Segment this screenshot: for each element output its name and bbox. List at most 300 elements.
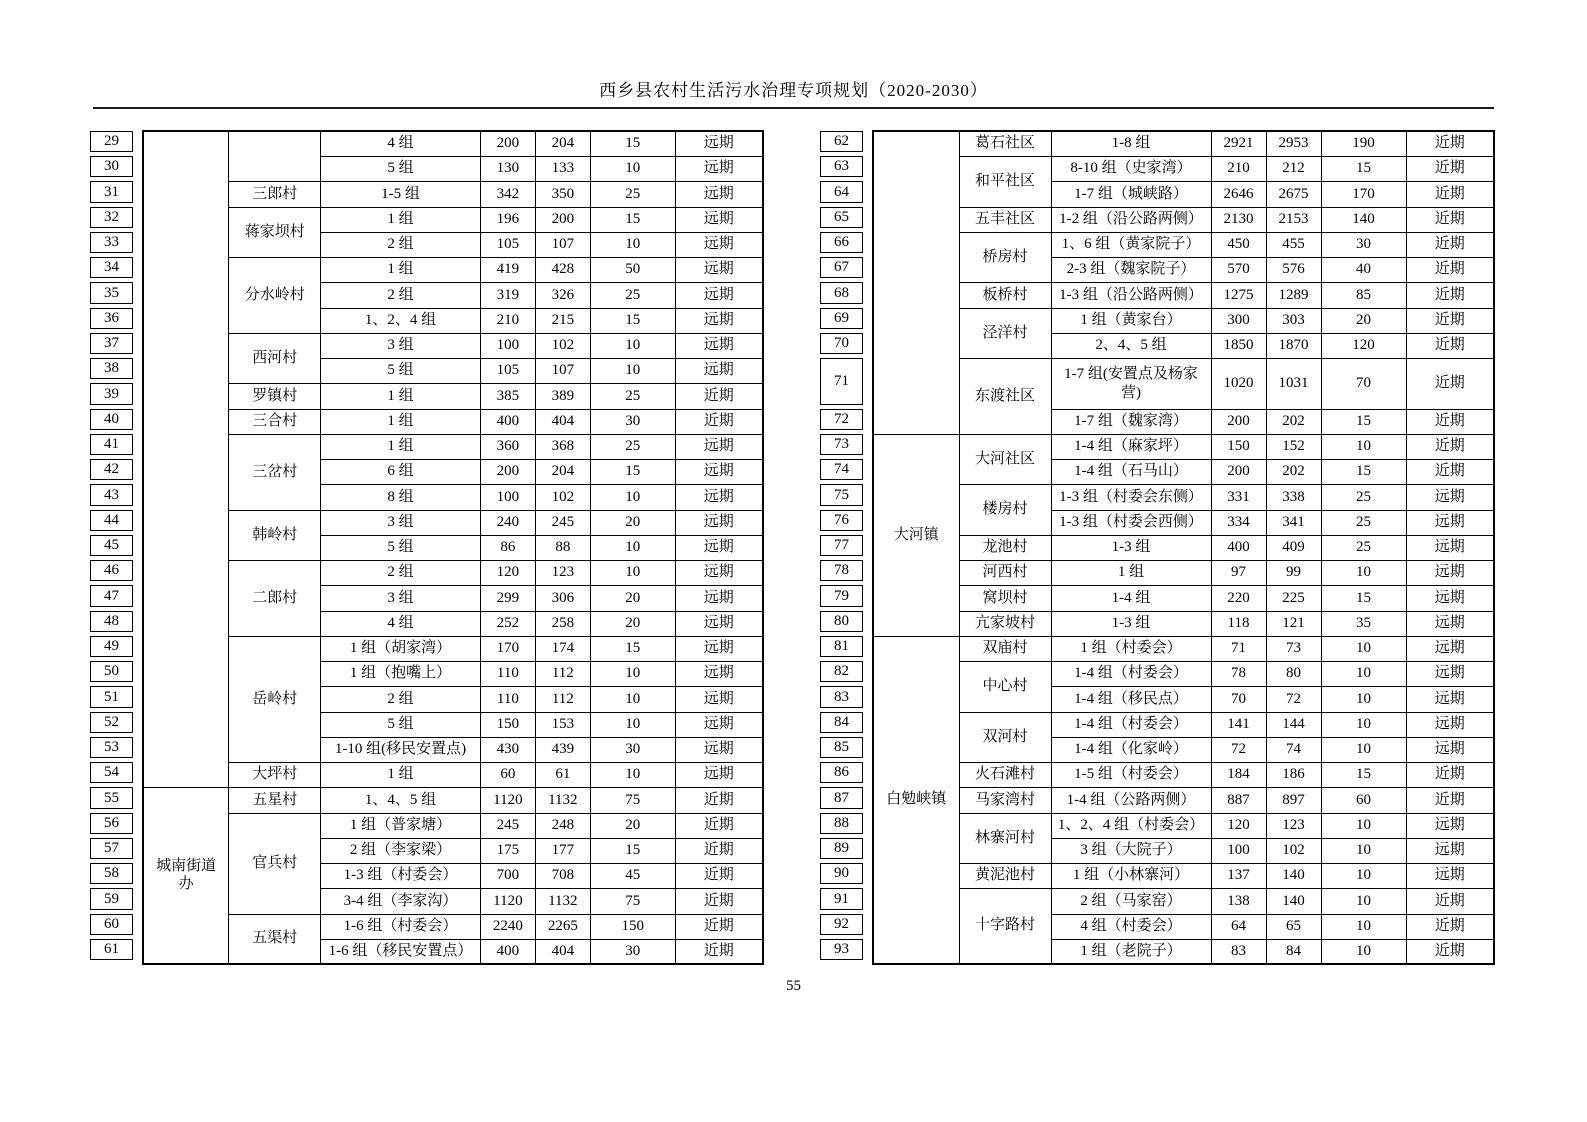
planned-population-cell: 186 bbox=[1266, 762, 1321, 787]
table-row bbox=[873, 282, 1494, 308]
population-cell: 71 bbox=[1211, 636, 1266, 661]
planned-population-cell: 350 bbox=[535, 181, 590, 207]
row-number: 82 bbox=[820, 661, 863, 682]
village-cell: 三岔村 bbox=[229, 434, 321, 510]
period-cell: 远期 bbox=[1406, 636, 1494, 661]
period-cell: 远期 bbox=[675, 131, 763, 156]
village-cell: 五丰社区 bbox=[959, 207, 1051, 232]
period-cell: 远期 bbox=[675, 232, 763, 257]
group-cell: 1-5 组 bbox=[321, 181, 481, 207]
group-cell: 1-4 组（化家岭） bbox=[1051, 737, 1211, 762]
village-cell: 三郎村 bbox=[229, 181, 321, 207]
population-cell: 570 bbox=[1211, 257, 1266, 282]
table-row bbox=[143, 257, 763, 282]
scale-cell: 10 bbox=[1321, 737, 1406, 762]
period-cell: 近期 bbox=[1406, 308, 1494, 333]
table-row bbox=[143, 914, 763, 939]
period-cell: 远期 bbox=[1406, 510, 1494, 535]
village-cell: 二郎村 bbox=[229, 560, 321, 636]
planned-population-cell: 248 bbox=[535, 813, 590, 838]
period-cell: 近期 bbox=[675, 409, 763, 434]
planned-population-cell: 245 bbox=[535, 510, 590, 535]
table-row bbox=[873, 484, 1494, 510]
population-cell: 300 bbox=[1211, 308, 1266, 333]
planned-population-cell: 404 bbox=[535, 409, 590, 434]
row-number: 53 bbox=[90, 737, 133, 758]
village-cell: 十字路村 bbox=[959, 888, 1051, 964]
population-cell: 450 bbox=[1211, 232, 1266, 257]
table-row bbox=[143, 636, 763, 661]
period-cell: 近期 bbox=[1406, 459, 1494, 484]
scale-cell: 10 bbox=[1321, 661, 1406, 686]
period-cell: 远期 bbox=[1406, 686, 1494, 712]
village-cell: 中心村 bbox=[959, 661, 1051, 712]
period-cell: 近期 bbox=[1406, 434, 1494, 459]
population-cell: 319 bbox=[480, 282, 535, 308]
population-cell: 430 bbox=[480, 737, 535, 762]
village-cell: 五渠村 bbox=[229, 914, 321, 964]
group-cell: 1 组 bbox=[321, 762, 481, 787]
scale-cell: 10 bbox=[590, 712, 675, 737]
population-cell: 100 bbox=[1211, 838, 1266, 863]
population-cell: 887 bbox=[1211, 787, 1266, 813]
population-cell: 60 bbox=[480, 762, 535, 787]
row-number: 56 bbox=[90, 813, 133, 834]
planned-population-cell: 326 bbox=[535, 282, 590, 308]
population-cell: 419 bbox=[480, 257, 535, 282]
scale-cell: 25 bbox=[590, 282, 675, 308]
row-number: 29 bbox=[90, 131, 133, 152]
scale-cell: 10 bbox=[590, 661, 675, 686]
scale-cell: 40 bbox=[1321, 257, 1406, 282]
period-cell: 远期 bbox=[675, 308, 763, 333]
scale-cell: 10 bbox=[590, 686, 675, 712]
row-number: 54 bbox=[90, 762, 133, 783]
row-number: 37 bbox=[90, 333, 133, 354]
group-cell: 1-7 组（城峡路） bbox=[1051, 181, 1211, 207]
group-cell: 1-7 组（魏家湾） bbox=[1051, 409, 1211, 434]
scale-cell: 15 bbox=[590, 131, 675, 156]
scale-cell: 10 bbox=[1321, 686, 1406, 712]
population-cell: 100 bbox=[480, 333, 535, 358]
scale-cell: 30 bbox=[590, 737, 675, 762]
row-number: 42 bbox=[90, 459, 133, 480]
group-cell: 1 组（村委会） bbox=[1051, 636, 1211, 661]
planned-population-cell: 2265 bbox=[535, 914, 590, 939]
period-cell: 远期 bbox=[1406, 535, 1494, 560]
period-cell: 远期 bbox=[675, 585, 763, 611]
table-row bbox=[873, 131, 1494, 156]
row-number: 41 bbox=[90, 434, 133, 455]
population-cell: 1120 bbox=[480, 787, 535, 813]
row-number: 80 bbox=[820, 611, 863, 632]
row-number: 58 bbox=[90, 863, 133, 884]
scale-cell: 10 bbox=[1321, 636, 1406, 661]
population-cell: 252 bbox=[480, 611, 535, 636]
row-number: 67 bbox=[820, 257, 863, 278]
period-cell: 近期 bbox=[1406, 787, 1494, 813]
village-cell: 韩岭村 bbox=[229, 510, 321, 560]
population-cell: 105 bbox=[480, 358, 535, 383]
scale-cell: 75 bbox=[590, 888, 675, 914]
planned-population-cell: 202 bbox=[1266, 459, 1321, 484]
period-cell: 近期 bbox=[675, 939, 763, 964]
scale-cell: 25 bbox=[590, 181, 675, 207]
planned-population-cell: 576 bbox=[1266, 257, 1321, 282]
scale-cell: 45 bbox=[590, 863, 675, 888]
group-cell: 1-7 组(安置点及杨家营) bbox=[1051, 358, 1211, 409]
scale-cell: 25 bbox=[1321, 484, 1406, 510]
population-cell: 240 bbox=[480, 510, 535, 535]
period-cell: 远期 bbox=[675, 207, 763, 232]
table-row bbox=[143, 510, 763, 535]
period-cell: 近期 bbox=[675, 888, 763, 914]
table-row bbox=[873, 560, 1494, 585]
row-number: 61 bbox=[90, 939, 133, 960]
group-cell: 1-3 组（沿公路两侧） bbox=[1051, 282, 1211, 308]
group-cell: 1 组 bbox=[1051, 560, 1211, 585]
row-number: 93 bbox=[820, 939, 863, 960]
population-cell: 118 bbox=[1211, 611, 1266, 636]
scale-cell: 10 bbox=[590, 560, 675, 585]
period-cell: 远期 bbox=[675, 181, 763, 207]
scale-cell: 15 bbox=[590, 207, 675, 232]
village-cell: 和平社区 bbox=[959, 156, 1051, 207]
village-cell: 东渡社区 bbox=[959, 358, 1051, 434]
scale-cell: 30 bbox=[1321, 232, 1406, 257]
village-cell bbox=[229, 131, 321, 181]
group-cell: 1-10 组(移民安置点) bbox=[321, 737, 481, 762]
planned-population-cell: 338 bbox=[1266, 484, 1321, 510]
village-cell: 河西村 bbox=[959, 560, 1051, 585]
period-cell: 远期 bbox=[675, 358, 763, 383]
population-cell: 2646 bbox=[1211, 181, 1266, 207]
left-data-table bbox=[142, 130, 764, 965]
table-row bbox=[873, 787, 1494, 813]
row-number: 52 bbox=[90, 712, 133, 733]
population-cell: 342 bbox=[480, 181, 535, 207]
period-cell: 远期 bbox=[1406, 585, 1494, 611]
row-number: 92 bbox=[820, 914, 863, 935]
table-row bbox=[873, 434, 1494, 459]
village-cell: 亢家坡村 bbox=[959, 611, 1051, 636]
population-cell: 200 bbox=[480, 131, 535, 156]
row-number: 85 bbox=[820, 737, 863, 758]
planned-population-cell: 1132 bbox=[535, 787, 590, 813]
row-number: 46 bbox=[90, 560, 133, 581]
planned-population-cell: 225 bbox=[1266, 585, 1321, 611]
planned-population-cell: 107 bbox=[535, 358, 590, 383]
scale-cell: 10 bbox=[590, 358, 675, 383]
scale-cell: 10 bbox=[590, 484, 675, 510]
row-number: 86 bbox=[820, 762, 863, 783]
row-number: 73 bbox=[820, 434, 863, 455]
group-cell: 1 组 bbox=[321, 434, 481, 459]
group-cell: 6 组 bbox=[321, 459, 481, 484]
table-row bbox=[873, 308, 1494, 333]
scale-cell: 75 bbox=[590, 787, 675, 813]
population-cell: 184 bbox=[1211, 762, 1266, 787]
planned-population-cell: 102 bbox=[535, 333, 590, 358]
period-cell: 远期 bbox=[675, 535, 763, 560]
scale-cell: 20 bbox=[590, 585, 675, 611]
period-cell: 近期 bbox=[1406, 207, 1494, 232]
period-cell: 远期 bbox=[1406, 863, 1494, 888]
population-cell: 64 bbox=[1211, 914, 1266, 939]
table-row bbox=[143, 409, 763, 434]
period-cell: 远期 bbox=[675, 611, 763, 636]
row-number: 72 bbox=[820, 409, 863, 430]
group-cell: 1-4 组 bbox=[1051, 585, 1211, 611]
period-cell: 远期 bbox=[675, 459, 763, 484]
village-cell: 泾洋村 bbox=[959, 308, 1051, 358]
scale-cell: 15 bbox=[1321, 156, 1406, 181]
village-cell: 岳岭村 bbox=[229, 636, 321, 762]
period-cell: 近期 bbox=[1406, 257, 1494, 282]
period-cell: 远期 bbox=[1406, 737, 1494, 762]
population-cell: 700 bbox=[480, 863, 535, 888]
population-cell: 150 bbox=[1211, 434, 1266, 459]
group-cell: 5 组 bbox=[321, 535, 481, 560]
scale-cell: 10 bbox=[1321, 939, 1406, 964]
planned-population-cell: 2953 bbox=[1266, 131, 1321, 156]
right-data-table bbox=[872, 130, 1495, 965]
planned-population-cell: 80 bbox=[1266, 661, 1321, 686]
row-number: 75 bbox=[820, 484, 863, 506]
scale-cell: 140 bbox=[1321, 207, 1406, 232]
period-cell: 远期 bbox=[1406, 560, 1494, 585]
row-number: 40 bbox=[90, 409, 133, 430]
group-cell: 1-3 组（村委会东侧） bbox=[1051, 484, 1211, 510]
row-number: 47 bbox=[90, 585, 133, 607]
period-cell: 远期 bbox=[675, 636, 763, 661]
row-number: 49 bbox=[90, 636, 133, 657]
planned-population-cell: 74 bbox=[1266, 737, 1321, 762]
table-row bbox=[143, 333, 763, 358]
population-cell: 334 bbox=[1211, 510, 1266, 535]
period-cell: 近期 bbox=[1406, 914, 1494, 939]
row-number: 57 bbox=[90, 838, 133, 859]
table-row bbox=[873, 232, 1494, 257]
population-cell: 400 bbox=[480, 939, 535, 964]
table-row bbox=[873, 585, 1494, 611]
group-cell: 1-4 组（移民点） bbox=[1051, 686, 1211, 712]
row-number: 60 bbox=[90, 914, 133, 935]
population-cell: 210 bbox=[480, 308, 535, 333]
table-row bbox=[143, 181, 763, 207]
scale-cell: 10 bbox=[590, 232, 675, 257]
scale-cell: 10 bbox=[1321, 863, 1406, 888]
scale-cell: 10 bbox=[1321, 888, 1406, 914]
row-number: 71 bbox=[820, 358, 863, 405]
population-cell: 200 bbox=[480, 459, 535, 484]
table-row bbox=[873, 636, 1494, 661]
group-cell: 1 组（胡家湾） bbox=[321, 636, 481, 661]
scale-cell: 70 bbox=[1321, 358, 1406, 409]
group-cell: 1 组 bbox=[321, 383, 481, 409]
population-cell: 1020 bbox=[1211, 358, 1266, 409]
row-number: 59 bbox=[90, 888, 133, 910]
scale-cell: 10 bbox=[590, 535, 675, 560]
planned-population-cell: 708 bbox=[535, 863, 590, 888]
row-number: 69 bbox=[820, 308, 863, 329]
period-cell: 近期 bbox=[1406, 358, 1494, 409]
table-row bbox=[873, 888, 1494, 914]
group-cell: 2、4、5 组 bbox=[1051, 333, 1211, 358]
group-cell: 2 组（马家窑） bbox=[1051, 888, 1211, 914]
period-cell: 近期 bbox=[675, 813, 763, 838]
row-number: 48 bbox=[90, 611, 133, 632]
group-cell: 1-4 组（公路两侧） bbox=[1051, 787, 1211, 813]
scale-cell: 30 bbox=[590, 409, 675, 434]
scale-cell: 15 bbox=[590, 308, 675, 333]
row-number: 87 bbox=[820, 787, 863, 809]
period-cell: 远期 bbox=[675, 712, 763, 737]
table-row bbox=[873, 535, 1494, 560]
population-cell: 137 bbox=[1211, 863, 1266, 888]
population-cell: 86 bbox=[480, 535, 535, 560]
population-cell: 200 bbox=[1211, 409, 1266, 434]
group-cell: 1-5 组（村委会） bbox=[1051, 762, 1211, 787]
period-cell: 远期 bbox=[1406, 611, 1494, 636]
village-cell: 楼房村 bbox=[959, 484, 1051, 535]
scale-cell: 50 bbox=[590, 257, 675, 282]
table-row bbox=[143, 560, 763, 585]
population-cell: 175 bbox=[480, 838, 535, 863]
period-cell: 远期 bbox=[675, 737, 763, 762]
planned-population-cell: 306 bbox=[535, 585, 590, 611]
population-cell: 1275 bbox=[1211, 282, 1266, 308]
planned-population-cell: 212 bbox=[1266, 156, 1321, 181]
row-number: 43 bbox=[90, 484, 133, 506]
population-cell: 170 bbox=[480, 636, 535, 661]
scale-cell: 10 bbox=[590, 762, 675, 787]
population-cell: 100 bbox=[480, 484, 535, 510]
scale-cell: 25 bbox=[590, 434, 675, 459]
village-cell: 双河村 bbox=[959, 712, 1051, 762]
row-number: 76 bbox=[820, 510, 863, 531]
scale-cell: 10 bbox=[1321, 434, 1406, 459]
planned-population-cell: 204 bbox=[535, 459, 590, 484]
period-cell: 近期 bbox=[675, 383, 763, 409]
scale-cell: 20 bbox=[590, 813, 675, 838]
period-cell: 远期 bbox=[675, 762, 763, 787]
planned-population-cell: 99 bbox=[1266, 560, 1321, 585]
group-cell: 1-4 组（麻家坪） bbox=[1051, 434, 1211, 459]
scale-cell: 10 bbox=[1321, 813, 1406, 838]
row-number: 44 bbox=[90, 510, 133, 531]
row-number: 63 bbox=[820, 156, 863, 177]
planned-population-cell: 258 bbox=[535, 611, 590, 636]
row-number: 88 bbox=[820, 813, 863, 834]
period-cell: 近期 bbox=[1406, 131, 1494, 156]
group-cell: 5 组 bbox=[321, 358, 481, 383]
table-row bbox=[143, 762, 763, 787]
scale-cell: 60 bbox=[1321, 787, 1406, 813]
group-cell: 3-4 组（李家沟） bbox=[321, 888, 481, 914]
table-row bbox=[873, 813, 1494, 838]
scale-cell: 190 bbox=[1321, 131, 1406, 156]
village-cell: 蒋家坝村 bbox=[229, 207, 321, 257]
period-cell: 远期 bbox=[675, 484, 763, 510]
planned-population-cell: 202 bbox=[1266, 409, 1321, 434]
row-number: 64 bbox=[820, 181, 863, 203]
planned-population-cell: 409 bbox=[1266, 535, 1321, 560]
row-number: 65 bbox=[820, 207, 863, 228]
planned-population-cell: 112 bbox=[535, 661, 590, 686]
row-number: 51 bbox=[90, 686, 133, 708]
population-cell: 299 bbox=[480, 585, 535, 611]
period-cell: 远期 bbox=[675, 434, 763, 459]
scale-cell: 10 bbox=[1321, 914, 1406, 939]
planned-population-cell: 123 bbox=[1266, 813, 1321, 838]
population-cell: 2130 bbox=[1211, 207, 1266, 232]
group-cell: 1-3 组 bbox=[1051, 535, 1211, 560]
population-cell: 130 bbox=[480, 156, 535, 181]
village-cell: 林寨河村 bbox=[959, 813, 1051, 863]
village-cell: 黄泥池村 bbox=[959, 863, 1051, 888]
group-cell: 1、4、5 组 bbox=[321, 787, 481, 813]
population-cell: 110 bbox=[480, 686, 535, 712]
period-cell: 近期 bbox=[1406, 888, 1494, 914]
group-cell: 1 组（抱嘴上） bbox=[321, 661, 481, 686]
scale-cell: 10 bbox=[590, 333, 675, 358]
village-cell: 大坪村 bbox=[229, 762, 321, 787]
period-cell: 远期 bbox=[675, 257, 763, 282]
planned-population-cell: 61 bbox=[535, 762, 590, 787]
header-rule bbox=[93, 107, 1494, 109]
planned-population-cell: 897 bbox=[1266, 787, 1321, 813]
table-row bbox=[873, 358, 1494, 409]
row-number: 84 bbox=[820, 712, 863, 733]
scale-cell: 15 bbox=[1321, 585, 1406, 611]
group-cell: 1-6 组（移民安置点） bbox=[321, 939, 481, 964]
row-number: 81 bbox=[820, 636, 863, 657]
row-number: 70 bbox=[820, 333, 863, 354]
planned-population-cell: 2153 bbox=[1266, 207, 1321, 232]
left-table bbox=[90, 130, 764, 963]
left-row-number-column bbox=[90, 130, 133, 963]
row-number: 39 bbox=[90, 383, 133, 405]
period-cell: 近期 bbox=[675, 863, 763, 888]
population-cell: 210 bbox=[1211, 156, 1266, 181]
scale-cell: 15 bbox=[1321, 409, 1406, 434]
group-cell: 1、6 组（黄家院子） bbox=[1051, 232, 1211, 257]
village-cell: 分水岭村 bbox=[229, 257, 321, 333]
period-cell: 近期 bbox=[675, 787, 763, 813]
scale-cell: 20 bbox=[590, 510, 675, 535]
population-cell: 150 bbox=[480, 712, 535, 737]
group-cell: 8 组 bbox=[321, 484, 481, 510]
row-number: 90 bbox=[820, 863, 863, 884]
planned-population-cell: 174 bbox=[535, 636, 590, 661]
planned-population-cell: 102 bbox=[1266, 838, 1321, 863]
row-number: 31 bbox=[90, 181, 133, 203]
row-number: 83 bbox=[820, 686, 863, 708]
period-cell: 近期 bbox=[1406, 762, 1494, 787]
scale-cell: 10 bbox=[1321, 560, 1406, 585]
group-cell: 2 组（李家梁） bbox=[321, 838, 481, 863]
table-row bbox=[873, 207, 1494, 232]
group-cell: 1-4 组（村委会） bbox=[1051, 661, 1211, 686]
population-cell: 385 bbox=[480, 383, 535, 409]
township-cell bbox=[143, 131, 229, 787]
planned-population-cell: 73 bbox=[1266, 636, 1321, 661]
group-cell: 1-4 组（村委会） bbox=[1051, 712, 1211, 737]
table-row bbox=[143, 207, 763, 232]
scale-cell: 120 bbox=[1321, 333, 1406, 358]
planned-population-cell: 1132 bbox=[535, 888, 590, 914]
